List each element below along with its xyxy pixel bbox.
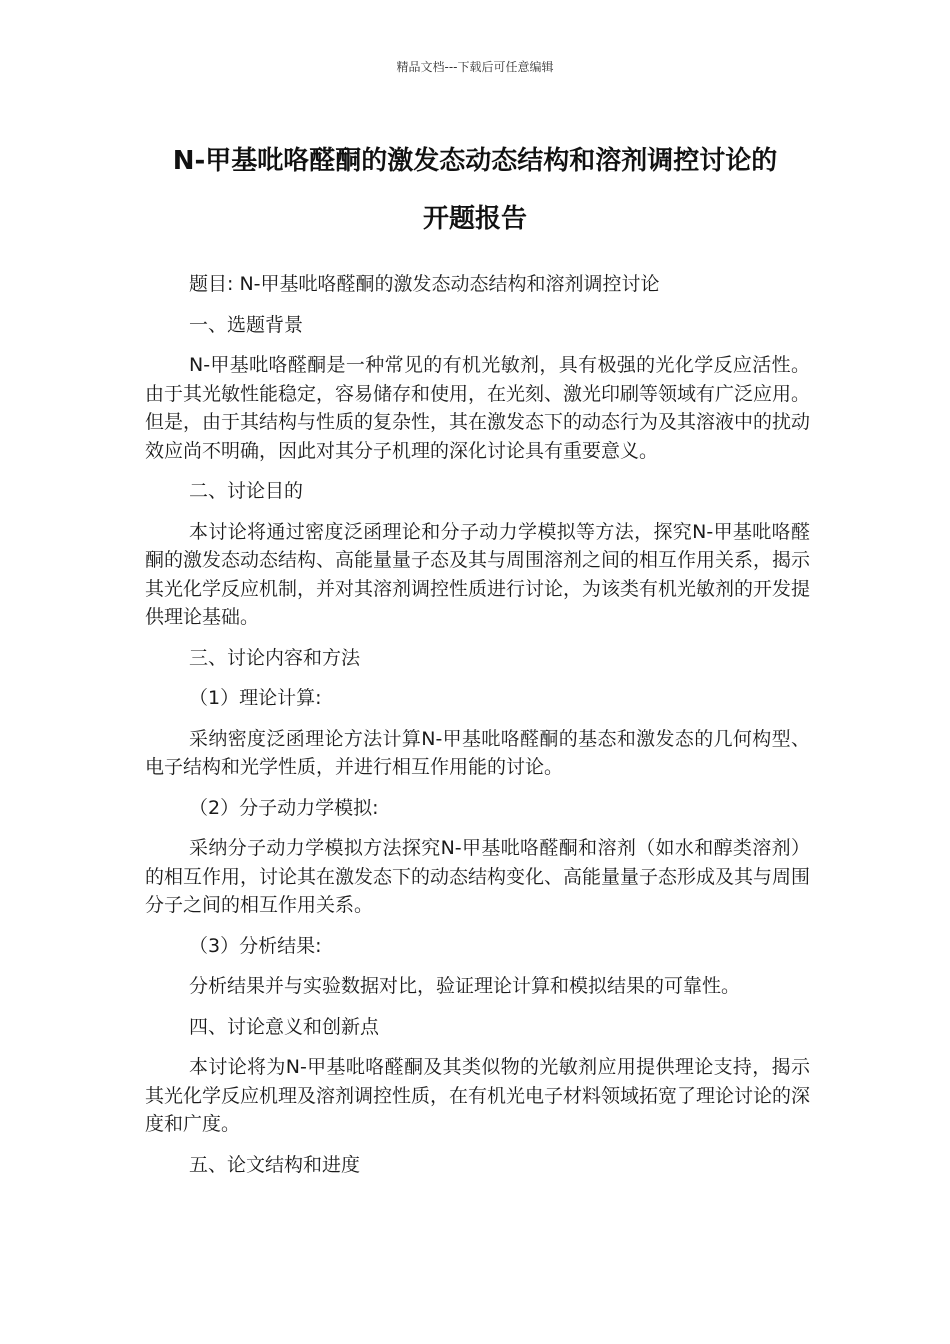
paragraph-analysis: 分析结果并与实验数据对比，验证理论计算和模拟结果的可靠性。 <box>189 975 741 997</box>
subheading-theory: （1）理论计算: <box>189 687 322 709</box>
subheading-md-simulation: （2）分子动力学模拟: <box>189 796 379 819</box>
paragraph-theory: 采纳密度泛函理论方法计算N-甲基吡咯醛酮的基态和激发态的几何构型、电子结构和光学性质，并进行相互作用能的讨论。 <box>145 727 810 778</box>
section-paragraph-purpose: 本讨论将通过密度泛函理论和分子动力学模拟等方法，探究N-甲基吡咯醛酮的激发态动态结构、高能量量子态及其与周围溶剂之间的相互作用关系，揭示其光化学反应机制，并对其溶剂调控性质进行讨论，为该类有机光敏剂的开发提供理论基础。 <box>145 520 811 628</box>
header-note: 精品文档---下载后可任意编辑 <box>396 60 554 74</box>
title-line-2: 开题报告 <box>422 204 527 234</box>
document-body <box>145 270 810 1191</box>
document-title <box>120 132 830 248</box>
paragraph-md-simulation: 采纳分子动力学模拟方法探究N-甲基吡咯醛酮和溶剂（如水和醇类溶剂）的相互作用，讨论其在激发态下的动态结构变化、高能量量子态形成及其与周围分子之间的相互作用关系。 <box>145 837 811 916</box>
title-line-1: N-甲基吡咯醛酮的激发态动态结构和溶剂调控讨论的 <box>172 146 778 176</box>
section-heading-background: 一、选题背景 <box>189 313 304 336</box>
section-heading-significance: 四、讨论意义和创新点 <box>189 1015 380 1038</box>
subheading-analysis: （3）分析结果: <box>189 934 322 957</box>
section-paragraph-background: N-甲基吡咯醛酮是一种常见的有机光敏剂，具有极强的光化学反应活性。由于其光敏性能稳定，容易储存和使用，在光刻、激光印刷等领域有广泛应用。但是，由于其结构与性质的复杂性，其在激发态下的动态行为及其溶液中的扰动效应尚不明确，因此对其分子机理的深化讨论具有重要意义。 <box>145 354 811 462</box>
section-heading-structure-progress: 五、论文结构和进度 <box>189 1153 361 1176</box>
section-paragraph-significance: 本讨论将为N-甲基吡咯醛酮及其类似物的光敏剂应用提供理论支持，揭示其光化学反应机理及溶剂调控性质，在有机光电子材料领域拓宽了理论讨论的深度和广度。 <box>145 1056 811 1135</box>
section-heading-purpose: 二、讨论目的 <box>189 480 304 502</box>
topic-line: 题目: N-甲基吡咯醛酮的激发态动态结构和溶剂调控讨论 <box>189 273 660 295</box>
section-heading-content-methods: 三、讨论内容和方法 <box>189 646 361 669</box>
